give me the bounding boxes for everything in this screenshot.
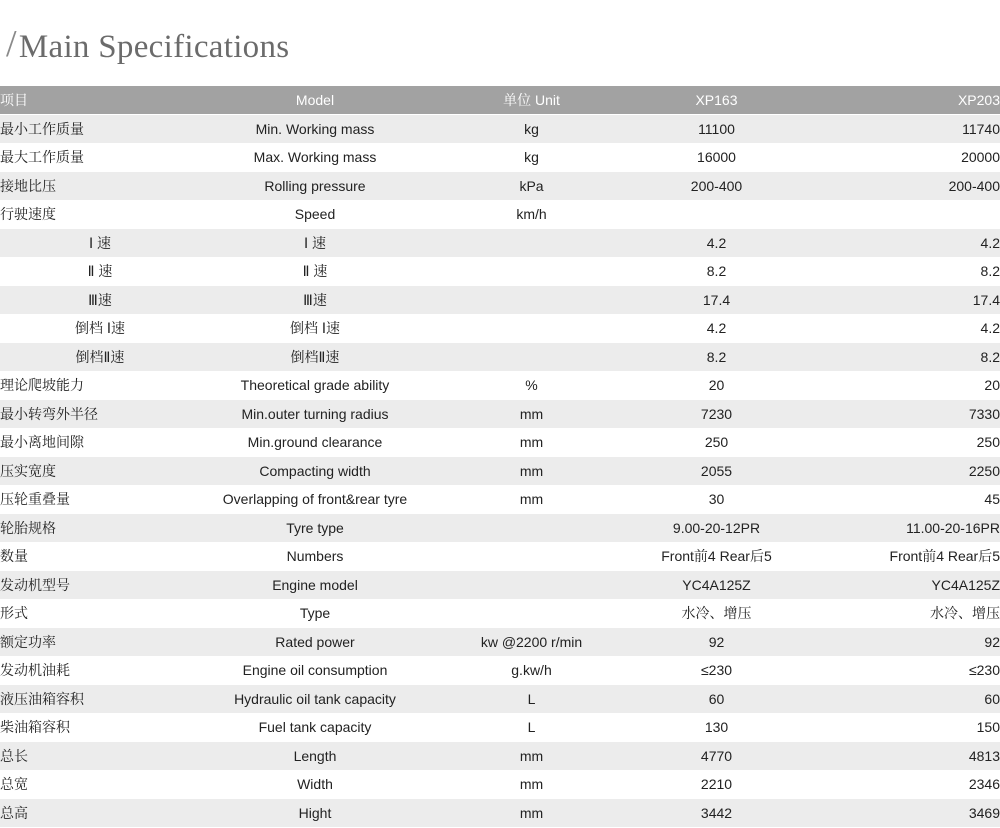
cell-model-en: Speed <box>190 200 440 229</box>
cell-unit <box>440 286 623 315</box>
cell-item-cn-sub: Ⅰ 速 <box>88 234 112 251</box>
cell-xp203: 20 <box>810 371 1000 400</box>
cell-unit: L <box>440 713 623 742</box>
cell-unit: mm <box>440 770 623 799</box>
title-text: Main Specifications <box>18 29 290 65</box>
header-xp163: XP163 <box>623 86 810 115</box>
cell-xp203: 92 <box>810 628 1000 657</box>
cell-xp203: 4813 <box>810 742 1000 771</box>
table-row <box>0 428 1000 457</box>
cell-model-en: 倒档 Ⅰ速 <box>190 314 440 343</box>
table-row <box>0 314 1000 343</box>
cell-xp163: 4.2 <box>623 314 810 343</box>
cell-unit <box>440 571 623 600</box>
cell-item-cn: 形式 <box>0 599 190 628</box>
cell-model-en: Type <box>190 599 440 628</box>
cell-xp203: 4.2 <box>810 229 1000 258</box>
table-body <box>0 115 1000 828</box>
cell-item-cn: 压实宽度 <box>0 457 190 486</box>
cell-model-en: Ⅱ 速 <box>190 257 440 286</box>
cell-xp203: YC4A125Z <box>810 571 1000 600</box>
cell-item-cn: 轮胎规格 <box>0 514 190 543</box>
cell-xp163: 60 <box>623 685 810 714</box>
cell-xp203: 7330 <box>810 400 1000 429</box>
cell-item-cn-sub: 倒档 Ⅰ速 <box>74 320 126 337</box>
cell-xp203: 3469 <box>810 799 1000 828</box>
cell-unit <box>440 514 623 543</box>
cell-item-cn: 额定功率 <box>0 628 190 657</box>
cell-model-en: Tyre type <box>190 514 440 543</box>
cell-item-cn: 发动机油耗 <box>0 656 190 685</box>
cell-xp163: 4.2 <box>623 229 810 258</box>
cell-model-en: Overlapping of front&rear tyre <box>190 485 440 514</box>
table-row <box>0 656 1000 685</box>
cell-xp163: 30 <box>623 485 810 514</box>
cell-xp203: 2250 <box>810 457 1000 486</box>
cell-xp163: 2210 <box>623 770 810 799</box>
cell-xp163: 9.00-20-12PR <box>623 514 810 543</box>
table-row <box>0 770 1000 799</box>
cell-xp163: 水冷、增压 <box>623 599 810 628</box>
header-item: 项目 <box>0 86 190 115</box>
cell-item-cn-sub: 倒档Ⅱ速 <box>75 348 125 365</box>
cell-xp203: 8.2 <box>810 343 1000 372</box>
cell-unit: % <box>440 371 623 400</box>
cell-xp203: 150 <box>810 713 1000 742</box>
cell-xp203: Front前4 Rear后5 <box>810 542 1000 571</box>
cell-item-cn <box>0 314 190 343</box>
table-row <box>0 457 1000 486</box>
table-row <box>0 599 1000 628</box>
cell-item-cn <box>0 257 190 286</box>
cell-model-en: Max. Working mass <box>190 143 440 172</box>
cell-model-en: Hydraulic oil tank capacity <box>190 685 440 714</box>
table-row <box>0 143 1000 172</box>
cell-unit: L <box>440 685 623 714</box>
cell-unit: mm <box>440 485 623 514</box>
cell-item-cn: 最大工作质量 <box>0 143 190 172</box>
cell-model-en: Numbers <box>190 542 440 571</box>
table-row <box>0 400 1000 429</box>
cell-model-en: Rolling pressure <box>190 172 440 201</box>
cell-model-en: Length <box>190 742 440 771</box>
cell-unit: kPa <box>440 172 623 201</box>
cell-model-en: Fuel tank capacity <box>190 713 440 742</box>
cell-item-cn <box>0 343 190 372</box>
cell-unit <box>440 343 623 372</box>
table-row <box>0 628 1000 657</box>
cell-xp203: 250 <box>810 428 1000 457</box>
table-row <box>0 200 1000 229</box>
cell-xp163: 4770 <box>623 742 810 771</box>
cell-unit <box>440 229 623 258</box>
cell-xp163: ≤230 <box>623 656 810 685</box>
table-row <box>0 799 1000 828</box>
table-row <box>0 542 1000 571</box>
cell-xp203: 4.2 <box>810 314 1000 343</box>
cell-xp203 <box>810 200 1000 229</box>
cell-xp163: 130 <box>623 713 810 742</box>
cell-item-cn: 行驶速度 <box>0 200 190 229</box>
cell-xp163: 250 <box>623 428 810 457</box>
specifications-table <box>0 86 1000 828</box>
cell-unit <box>440 599 623 628</box>
cell-item-cn: 发动机型号 <box>0 571 190 600</box>
cell-model-en: Compacting width <box>190 457 440 486</box>
cell-item-cn: 最小工作质量 <box>0 115 190 144</box>
table-row <box>0 571 1000 600</box>
table-row <box>0 485 1000 514</box>
table-row <box>0 257 1000 286</box>
cell-unit: kg <box>440 143 623 172</box>
table-row <box>0 115 1000 144</box>
cell-model-en: Engine oil consumption <box>190 656 440 685</box>
cell-unit: mm <box>440 428 623 457</box>
cell-unit <box>440 314 623 343</box>
cell-xp163: 200-400 <box>623 172 810 201</box>
cell-item-cn <box>0 229 190 258</box>
cell-item-cn: 接地比压 <box>0 172 190 201</box>
cell-item-cn: 总长 <box>0 742 190 771</box>
cell-xp163: 17.4 <box>623 286 810 315</box>
cell-xp163: 3442 <box>623 799 810 828</box>
cell-unit: g.kw/h <box>440 656 623 685</box>
cell-unit: kg <box>440 115 623 144</box>
cell-xp203: ≤230 <box>810 656 1000 685</box>
cell-unit: kw @2200 r/min <box>440 628 623 657</box>
table-row <box>0 514 1000 543</box>
table-row <box>0 742 1000 771</box>
cell-item-cn: 总宽 <box>0 770 190 799</box>
cell-model-en: Min. Working mass <box>190 115 440 144</box>
cell-unit: mm <box>440 799 623 828</box>
cell-xp163: 8.2 <box>623 257 810 286</box>
cell-model-en: Theoretical grade ability <box>190 371 440 400</box>
cell-xp203: 水冷、增压 <box>810 599 1000 628</box>
cell-xp203: 60 <box>810 685 1000 714</box>
cell-item-cn: 液压油箱容积 <box>0 685 190 714</box>
cell-unit <box>440 257 623 286</box>
cell-item-cn: 理论爬坡能力 <box>0 371 190 400</box>
table-row <box>0 371 1000 400</box>
cell-xp203: 11.00-20-16PR <box>810 514 1000 543</box>
cell-item-cn-sub: Ⅱ 速 <box>87 263 113 280</box>
cell-model-en: 倒档Ⅱ速 <box>190 343 440 372</box>
cell-model-en: Rated power <box>190 628 440 657</box>
cell-xp163: Front前4 Rear后5 <box>623 542 810 571</box>
cell-xp203: 17.4 <box>810 286 1000 315</box>
table-row <box>0 229 1000 258</box>
cell-item-cn-sub: Ⅲ速 <box>88 291 112 308</box>
cell-item-cn: 压轮重叠量 <box>0 485 190 514</box>
table-row <box>0 172 1000 201</box>
cell-item-cn: 最小离地间隙 <box>0 428 190 457</box>
page-title <box>6 22 289 66</box>
table-row <box>0 286 1000 315</box>
cell-unit: mm <box>440 457 623 486</box>
cell-xp203: 2346 <box>810 770 1000 799</box>
cell-xp203: 20000 <box>810 143 1000 172</box>
cell-xp203: 45 <box>810 485 1000 514</box>
cell-model-en: Width <box>190 770 440 799</box>
cell-xp163: 8.2 <box>623 343 810 372</box>
cell-item-cn: 柴油箱容积 <box>0 713 190 742</box>
cell-unit: mm <box>440 742 623 771</box>
title-slash: / <box>6 23 17 65</box>
header-unit: 单位 Unit <box>440 86 623 115</box>
cell-xp203: 11740 <box>810 115 1000 144</box>
table-row <box>0 343 1000 372</box>
cell-model-en: Ⅲ速 <box>190 286 440 315</box>
cell-model-en: Min.ground clearance <box>190 428 440 457</box>
cell-item-cn: 数量 <box>0 542 190 571</box>
cell-unit <box>440 542 623 571</box>
table-row <box>0 713 1000 742</box>
cell-xp163: 7230 <box>623 400 810 429</box>
cell-xp163 <box>623 200 810 229</box>
cell-item-cn: 最小转弯外半径 <box>0 400 190 429</box>
cell-unit: km/h <box>440 200 623 229</box>
cell-xp163: 20 <box>623 371 810 400</box>
cell-model-en: Engine model <box>190 571 440 600</box>
cell-model-en: Ⅰ 速 <box>190 229 440 258</box>
cell-xp163: 2055 <box>623 457 810 486</box>
cell-xp203: 200-400 <box>810 172 1000 201</box>
header-xp203: XP203 <box>810 86 1000 115</box>
cell-xp163: 11100 <box>623 115 810 144</box>
cell-xp163: 16000 <box>623 143 810 172</box>
table-row <box>0 685 1000 714</box>
cell-xp163: YC4A125Z <box>623 571 810 600</box>
cell-item-cn: 总高 <box>0 799 190 828</box>
cell-model-en: Min.outer turning radius <box>190 400 440 429</box>
cell-model-en: Hight <box>190 799 440 828</box>
cell-unit: mm <box>440 400 623 429</box>
cell-xp163: 92 <box>623 628 810 657</box>
table-header-row <box>0 86 1000 115</box>
header-model: Model <box>190 86 440 115</box>
cell-item-cn <box>0 286 190 315</box>
cell-xp203: 8.2 <box>810 257 1000 286</box>
